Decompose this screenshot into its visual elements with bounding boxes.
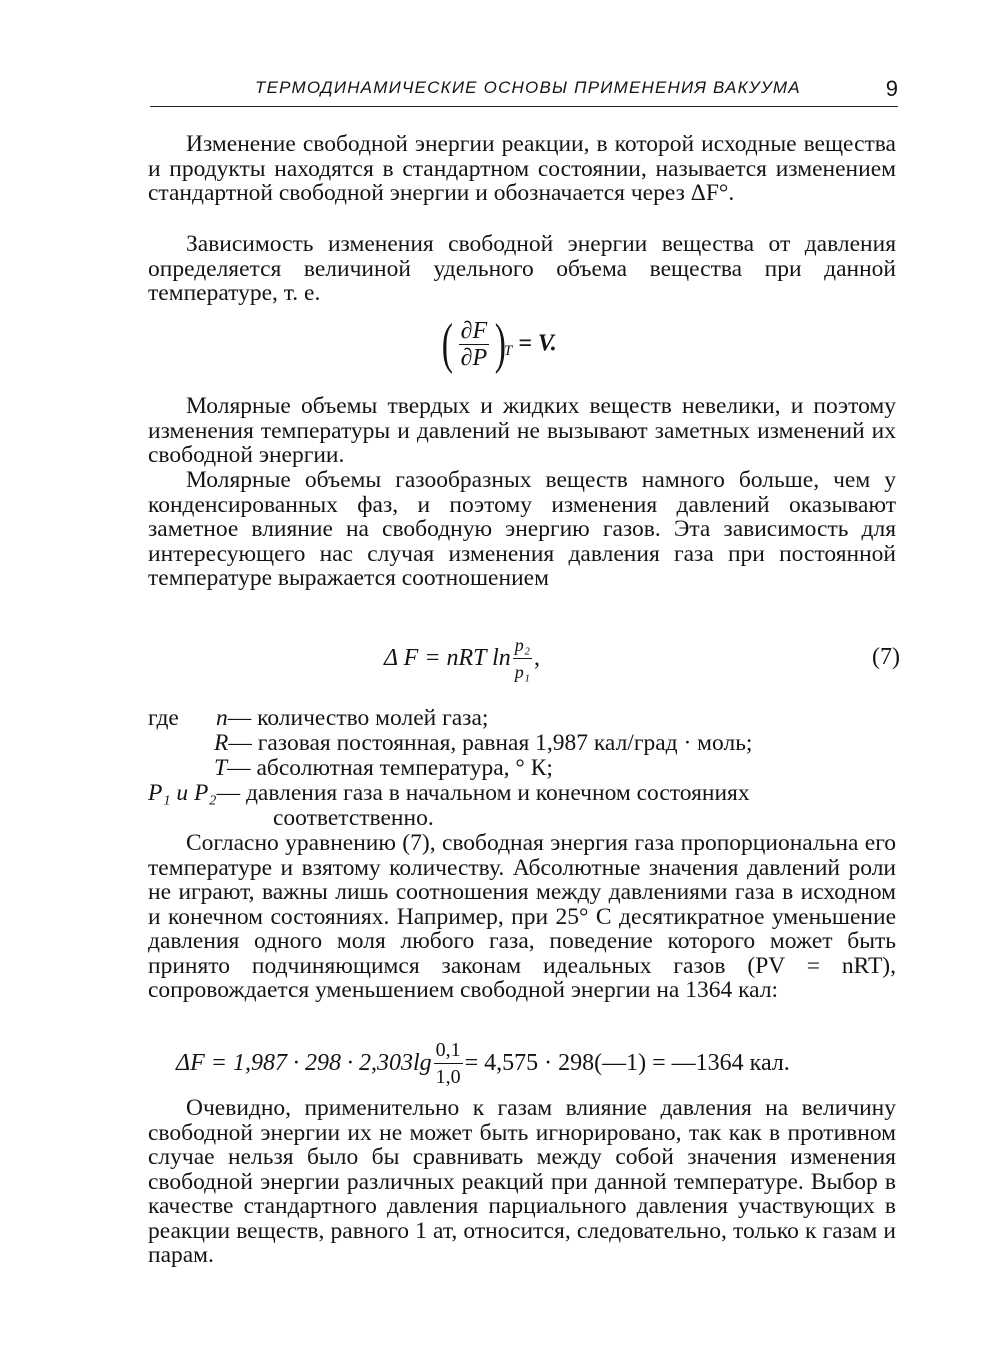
- symbol-t: T: [214, 755, 228, 781]
- formula2-lhs: Δ F = nRT ln: [384, 645, 511, 671]
- definition-t: — абсолютная температура, ° К;: [227, 755, 553, 781]
- where-item-t: [214, 756, 553, 781]
- left-paren: (: [441, 313, 453, 375]
- paragraph-conclusion: Очевидно, применительно к газам влияние давления на величину свободной энергии их не может быть игнорировано, так как в противном случае нельзя было бы сравнивать между собой значения изменения свободной энергии различных реакций при данной температуре. Выбор в качестве стандартного давления парциального давления участвующих в реакции веществ, равного 1 ат, относится, следовательно, только к газам и парам.: [148, 1095, 896, 1268]
- formula-partial-derivative: [438, 313, 557, 375]
- where-item-r: [214, 731, 752, 756]
- where-word: где: [148, 705, 179, 731]
- formula2-tail: ,: [534, 645, 541, 671]
- pressure-ratio-fraction: [513, 632, 532, 685]
- symbol-n: n: [216, 705, 228, 731]
- where-item-continuation: соответственно.: [273, 805, 434, 831]
- where-item-n: [216, 706, 488, 731]
- paragraph-molar-volumes-gases: Молярные объемы газообразных веществ намного больше, чем у конденсированных фаз, и поэтому изменения давлений оказывают заметное влияние на свободную энергию газов. Эта зависимость для интересующего нас случая изменения давления газа при постоянной температуре выражается соотношением: [148, 467, 896, 591]
- derivative-denominator: ∂P: [460, 344, 488, 371]
- pressure-ratio-numerator: p₂: [513, 632, 532, 659]
- derivative-numerator: ∂F: [460, 317, 488, 344]
- definition-r: — газовая постоянная, равная 1,987 кал/град · моль;: [228, 730, 753, 756]
- log-ratio-fraction: [434, 1037, 463, 1090]
- symbol-p: P₁ и P₂: [148, 780, 217, 806]
- formula-rhs-volume: = V.: [518, 330, 557, 357]
- derivative-subscript: T: [503, 343, 513, 360]
- where-item-p: [148, 781, 896, 806]
- symbol-r: R: [214, 730, 229, 756]
- formula-numeric-example: [176, 1037, 790, 1090]
- derivative-fraction: [459, 318, 490, 371]
- page-header: [150, 78, 898, 107]
- paragraph-standard-free-energy: Изменение свободной энергии реакции, в которой исходные вещества и продукты находятся в стандартном состоянии, называется изменением стандартной свободной энергии и обозначается через ΔF°.: [148, 131, 896, 206]
- formula3-rhs: = 4,575 · 298(—1) = —1364 кал.: [464, 1050, 790, 1076]
- paragraph-equation7-consequences: Согласно уравнению (7), свободная энергия газа пропорциональна его температуре и взятому количеству. Абсолютные значения давлений роли не играют, важны лишь соотношения между давлениями газа в исходном и конечном состояниях. Например, при 25° С десятикратное уменьшение давления одного моля любого газа, поведение которого может быть принято подчиняющимся законам идеальных газов (PV = nRT), сопровождается уменьшением свободной энергии на 1364 кал:: [148, 830, 896, 1003]
- definition-p: — давления газа в начальном и конечном состояниях: [216, 780, 750, 806]
- page-number: 9: [885, 76, 898, 101]
- definition-n: — количество молей газа;: [227, 705, 489, 731]
- running-title: ТЕРМОДИНАМИЧЕСКИЕ ОСНОВЫ ПРИМЕНЕНИЯ ВАКУУМА: [255, 78, 801, 97]
- equation-number: (7): [872, 644, 900, 670]
- log-ratio-denominator: 1,0: [435, 1066, 461, 1088]
- paragraph-molar-volumes-condensed: Молярные объемы твердых и жидких веществ невелики, и поэтому изменения температуры и давлений не вызывают заметных изменений их свободной энергии.: [148, 393, 896, 468]
- right-paren: ): [494, 313, 507, 375]
- pressure-ratio-denominator: p₁: [514, 662, 531, 682]
- paragraph-pressure-dependence: Зависимость изменения свободной энергии вещества от давления определяется величиной удельного объема вещества при данной температуре, т. е.: [148, 231, 896, 306]
- formula3-lhs: ΔF = 1,987 · 298 · 2,303lg: [176, 1050, 432, 1076]
- log-ratio-numerator: 0,1: [434, 1037, 463, 1064]
- formula-free-energy-pressure: [384, 632, 540, 685]
